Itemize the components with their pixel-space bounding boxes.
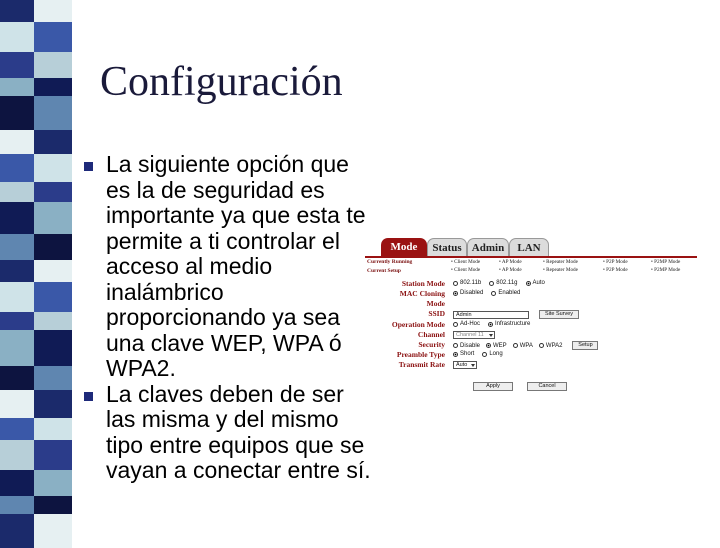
link-repeater-mode[interactable]: • Repeater Mode — [543, 259, 578, 265]
radio-ad-hoc[interactable] — [453, 322, 458, 327]
router-panel — [365, 256, 697, 398]
decorative-tile — [0, 130, 34, 154]
slide-title: Configuración — [100, 59, 343, 105]
option-label: WEP — [493, 342, 507, 349]
left-menu — [367, 258, 453, 276]
radio-802-11g[interactable] — [489, 281, 494, 286]
link-p2mp-mode[interactable]: • P2MP Mode — [651, 259, 681, 265]
decorative-tile — [34, 366, 72, 390]
router-config-screenshot — [365, 238, 697, 398]
decorative-tile — [34, 96, 72, 130]
decorative-tile — [34, 202, 72, 234]
decorative-tile — [34, 52, 72, 78]
bullet-item — [84, 382, 374, 484]
option-label: Short — [460, 351, 475, 357]
bullet-square-icon — [84, 162, 93, 171]
decorative-tile — [0, 366, 34, 390]
decorative-tile — [34, 182, 72, 202]
decorative-tile — [34, 78, 72, 96]
radio-short[interactable] — [453, 352, 458, 357]
preamble-type-options — [453, 351, 503, 357]
decorative-tile — [34, 260, 72, 282]
bullet-list — [84, 152, 374, 484]
decorative-tile — [34, 330, 72, 366]
bullet-text: La siguiente opción que es la de seguridad es importante ya que esta te permite a ti controlar el acceso al medio inalámbrico proporcionando ya sea una clave WEP, WPA ó WPA2. — [106, 151, 366, 381]
decorative-tile — [0, 440, 34, 470]
security-label: Security — [418, 340, 445, 349]
decorative-tile — [34, 496, 72, 514]
site-survey-button[interactable]: Site Survey — [539, 310, 579, 319]
operation-mode-label: Operation Mode — [391, 320, 445, 329]
decorative-tile — [34, 390, 72, 418]
link-ap-mode[interactable]: • AP Mode — [499, 267, 522, 273]
decorative-tile — [0, 514, 34, 548]
tab-label: Status — [432, 242, 462, 254]
link-p2p-mode[interactable]: • P2P Mode — [603, 267, 628, 273]
decorative-tile — [0, 78, 34, 96]
decorative-tile — [0, 96, 34, 130]
link-client-mode[interactable]: • Client Mode — [451, 267, 481, 273]
radio-long[interactable] — [482, 352, 487, 357]
decorative-tile — [34, 470, 72, 496]
option-label: 802.11b — [460, 280, 482, 286]
radio-enabled[interactable] — [491, 291, 496, 296]
apply-button[interactable]: Apply — [473, 382, 513, 391]
tab-admin[interactable] — [467, 238, 509, 256]
radio-802-11b[interactable] — [453, 281, 458, 286]
bullet-item — [84, 152, 374, 382]
transmit-rate-controls — [453, 361, 477, 369]
decorative-tile — [0, 330, 34, 366]
channel-controls — [453, 331, 495, 339]
decorative-tile — [0, 282, 34, 312]
channel-select[interactable]: Channel 11 — [453, 331, 495, 339]
operation-mode-options — [453, 321, 530, 327]
decorative-tile — [34, 130, 72, 154]
form-actions — [473, 382, 567, 391]
option-label: 802.11g — [496, 280, 518, 286]
radio-auto[interactable] — [526, 281, 531, 286]
option-label: Infrastructure — [495, 321, 531, 327]
radio-wpa[interactable] — [513, 343, 518, 348]
decorative-tile — [0, 312, 34, 330]
link-repeater-mode[interactable]: • Repeater Mode — [543, 267, 578, 273]
station-mode-label: Station Mode — [401, 279, 445, 288]
radio-infrastructure[interactable] — [488, 322, 493, 327]
ssid-label: SSID — [428, 309, 445, 318]
decorative-tile — [0, 182, 34, 202]
decorative-tile — [0, 418, 34, 440]
decorative-tile — [34, 0, 72, 22]
tab-label: Mode — [390, 241, 418, 253]
ssid-controls — [453, 310, 579, 319]
preamble-type-label: Preamble Type — [396, 350, 445, 359]
ssid-input[interactable]: Admin — [453, 311, 529, 319]
decorative-tile — [34, 282, 72, 312]
decorative-tile — [0, 0, 34, 22]
tab-lan[interactable] — [509, 238, 549, 256]
decorative-tile — [0, 22, 34, 52]
radio-wpa2[interactable] — [539, 343, 544, 348]
link-p2mp-mode[interactable]: • P2MP Mode — [651, 267, 681, 273]
option-label: Disable — [460, 342, 481, 349]
decorative-tile — [0, 154, 34, 182]
cancel-button[interactable]: Cancel — [527, 382, 567, 391]
menu-item-currently-running[interactable]: Currently Running — [367, 259, 413, 265]
decorative-tile — [34, 22, 72, 52]
decorative-tile — [34, 514, 72, 548]
option-label: WPA2 — [545, 342, 563, 349]
menu-item-current-setup[interactable]: Current Setup — [367, 268, 401, 274]
decorative-tile — [34, 154, 72, 182]
option-label: Ad-Hoc — [460, 321, 481, 327]
option-label: Enabled — [498, 290, 521, 296]
link-ap-mode[interactable]: • AP Mode — [499, 259, 522, 265]
bullet-square-icon — [84, 392, 93, 401]
decorative-tile — [34, 234, 72, 260]
decorative-left-bar — [0, 0, 72, 540]
radio-disable[interactable] — [453, 343, 458, 348]
mode-label: Mode — [426, 299, 445, 308]
decorative-tile — [0, 52, 34, 78]
option-label: Disabled — [460, 290, 484, 296]
bullet-text: La claves deben de ser las misma y del mismo tipo entre equipos que se vayan a conectar entre sí. — [106, 380, 371, 483]
station-mode-options — [453, 280, 545, 286]
tab-mode[interactable] — [381, 238, 427, 256]
channel-label: Channel — [417, 330, 445, 339]
decorative-tile — [0, 390, 34, 418]
security-options — [453, 341, 598, 350]
decorative-tile — [34, 440, 72, 470]
decorative-tile — [0, 260, 34, 282]
link-p2p-mode[interactable]: • P2P Mode — [603, 259, 628, 265]
mac-cloning-options — [453, 290, 520, 296]
option-label: Long — [489, 351, 503, 357]
option-label: WPA — [519, 342, 533, 349]
tab-label: LAN — [517, 242, 541, 254]
decorative-tile — [0, 496, 34, 514]
security-setup-button[interactable]: Setup — [572, 341, 598, 350]
mac-cloning-label: MAC Cloning — [399, 289, 445, 298]
decorative-tile — [34, 312, 72, 330]
transmit-rate-label: Transmit Rate — [398, 360, 445, 369]
decorative-tile — [34, 418, 72, 440]
transmit-rate-select[interactable]: Auto — [453, 361, 477, 369]
link-client-mode[interactable]: • Client Mode — [451, 259, 481, 265]
option-label: Auto — [532, 280, 545, 286]
tab-status[interactable] — [427, 238, 467, 256]
decorative-tile — [0, 202, 34, 234]
decorative-tile — [0, 470, 34, 496]
tab-label: Admin — [471, 242, 505, 254]
radio-disabled[interactable] — [453, 291, 458, 296]
radio-wep[interactable] — [486, 343, 491, 348]
decorative-tile — [0, 234, 34, 260]
